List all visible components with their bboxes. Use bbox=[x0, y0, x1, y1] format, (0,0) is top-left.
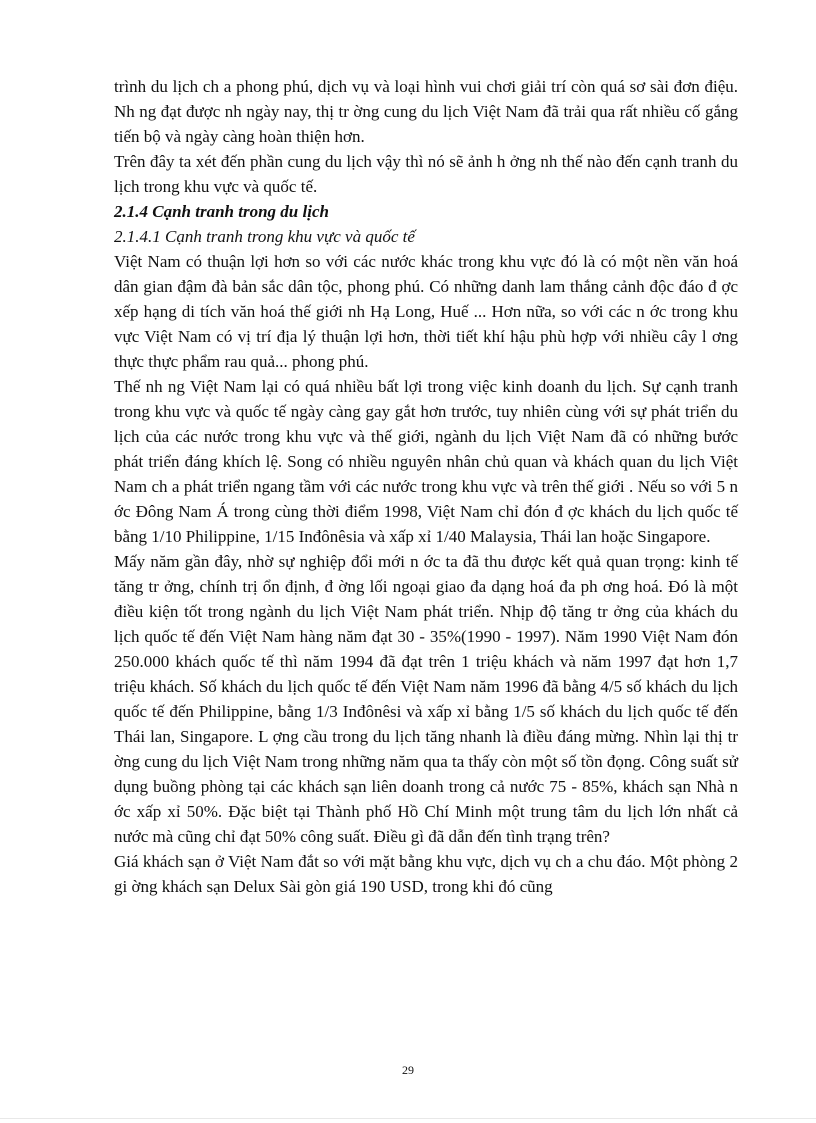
paragraph-intro-2: Trên đây ta xét đến phần cung du lịch vậy thì nó sẽ ảnh h ởng nh thế nào đến cạnh tranh du lịch trong khu vực và quốc tế. bbox=[114, 152, 738, 196]
paragraph-disadvantages: Thế nh ng Việt Nam lại có quá nhiều bất lợi trong việc kinh doanh du lịch. Sự cạnh tranh trong khu vực và quốc tế ngày càng gay gắt hơn trước, tuy nhiên cùng với sự phát triển du lịch của các nước trong khu vực và thế giới, ngành du lịch Việt Nam đã có những bước phát triển đáng khích lệ. Song có nhiều nguyên nhân chủ quan và khách quan du lịch Việt Nam ch a phát triển ngang tầm với các nước trong khu vực và trên thế giới . Nếu so với 5 n ớc Đông Nam Á trong cùng thời điểm 1998, Việt Nam chỉ đón đ ợc khách du lịch quốc tế bằng 1/10 Philippine, 1/15 Inđônêsia và xấp xỉ 1/40 Malaysia, Thái lan hoặc Singapore. bbox=[114, 377, 738, 546]
page-number: 29 bbox=[402, 1063, 414, 1077]
subsection-heading: 2.1.4.1 Cạnh tranh trong khu vực và quốc tế bbox=[114, 227, 415, 246]
section-heading: 2.1.4 Cạnh tranh trong du lịch bbox=[114, 202, 329, 221]
paragraph-hotel-prices: Giá khách sạn ở Việt Nam đắt so với mặt bằng khu vực, dịch vụ ch a chu đáo. Một phòng 2 gi ờng khách sạn Delux Sài gòn giá 190 USD, trong khi đó cũng bbox=[114, 852, 738, 896]
paragraph-advantages: Việt Nam có thuận lợi hơn so với các nước khác trong khu vực đó là có một nền văn hoá dân gian đậm đà bản sắc dân tộc, phong phú. Có những danh lam thắng cảnh độc đáo đ ợc xếp hạng di tích văn hoá thế giới nh Hạ Long, Huế ... Hơn nữa, so với các n ớc trong khu vực Việt Nam có vị trí địa lý thuận lợi hơn, thời tiết khí hậu phù hợp với nhiều cây l ơng thực thực phẩm rau quả... phong phú. bbox=[114, 252, 738, 371]
document-page bbox=[114, 74, 738, 899]
footer-divider bbox=[0, 1118, 816, 1119]
paragraph-intro-1: trình du lịch ch a phong phú, dịch vụ và loại hình vui chơi giải trí còn quá sơ sài đơn điệu. Nh ng đạt được nh ngày nay, thị tr ờng cung du lịch Việt Nam đã trải qua rất nhiều cố gắng tiến bộ và ngày càng hoàn thiện hơn. bbox=[114, 77, 738, 146]
paragraph-recent-years: Mấy năm gần đây, nhờ sự nghiệp đổi mới n ớc ta đã thu được kết quả quan trọng: kinh tế tăng tr ởng, chính trị ổn định, đ ờng lối ngoại giao đa dạng hoá đa ph ơng hoá. Đó là một điều kiện tốt trong ngành du lịch Việt Nam phát triển. Nhịp độ tăng tr ởng của khách du lịch quốc tế đến Việt Nam hàng năm đạt 30 - 35%(1990 - 1997). Năm 1990 Việt Nam đón 250.000 khách quốc tế thì năm 1994 đã đạt trên 1 triệu khách và năm 1997 đạt hơn 1,7 triệu khách. Số khách du lịch quốc tế đến Việt Nam năm 1996 đã bằng 4/5 số khách du lịch quốc tế đến Philippine, bằng 1/3 Inđônêsi và xấp xỉ bằng 1/5 số khách du lịch quốc tế đến Thái lan, Singapore. L ợng cầu trong du lịch tăng nhanh là điều đáng mừng. Nhìn lại thị tr ờng cung du lịch Việt Nam trong những năm qua ta thấy còn một số tồn đọng. Công suất sử dụng buồng phòng tại các khách sạn liên doanh trong cả nước 75 - 85%, khách sạn Nhà n ớc xấp xỉ 50%. Đặc biệt tại Thành phố Hồ Chí Minh một trung tâm du lịch lớn nhất cả nước mà cũng chỉ đạt 50% công suất. Điều gì đã dẫn đến tình trạng trên? bbox=[114, 552, 738, 846]
